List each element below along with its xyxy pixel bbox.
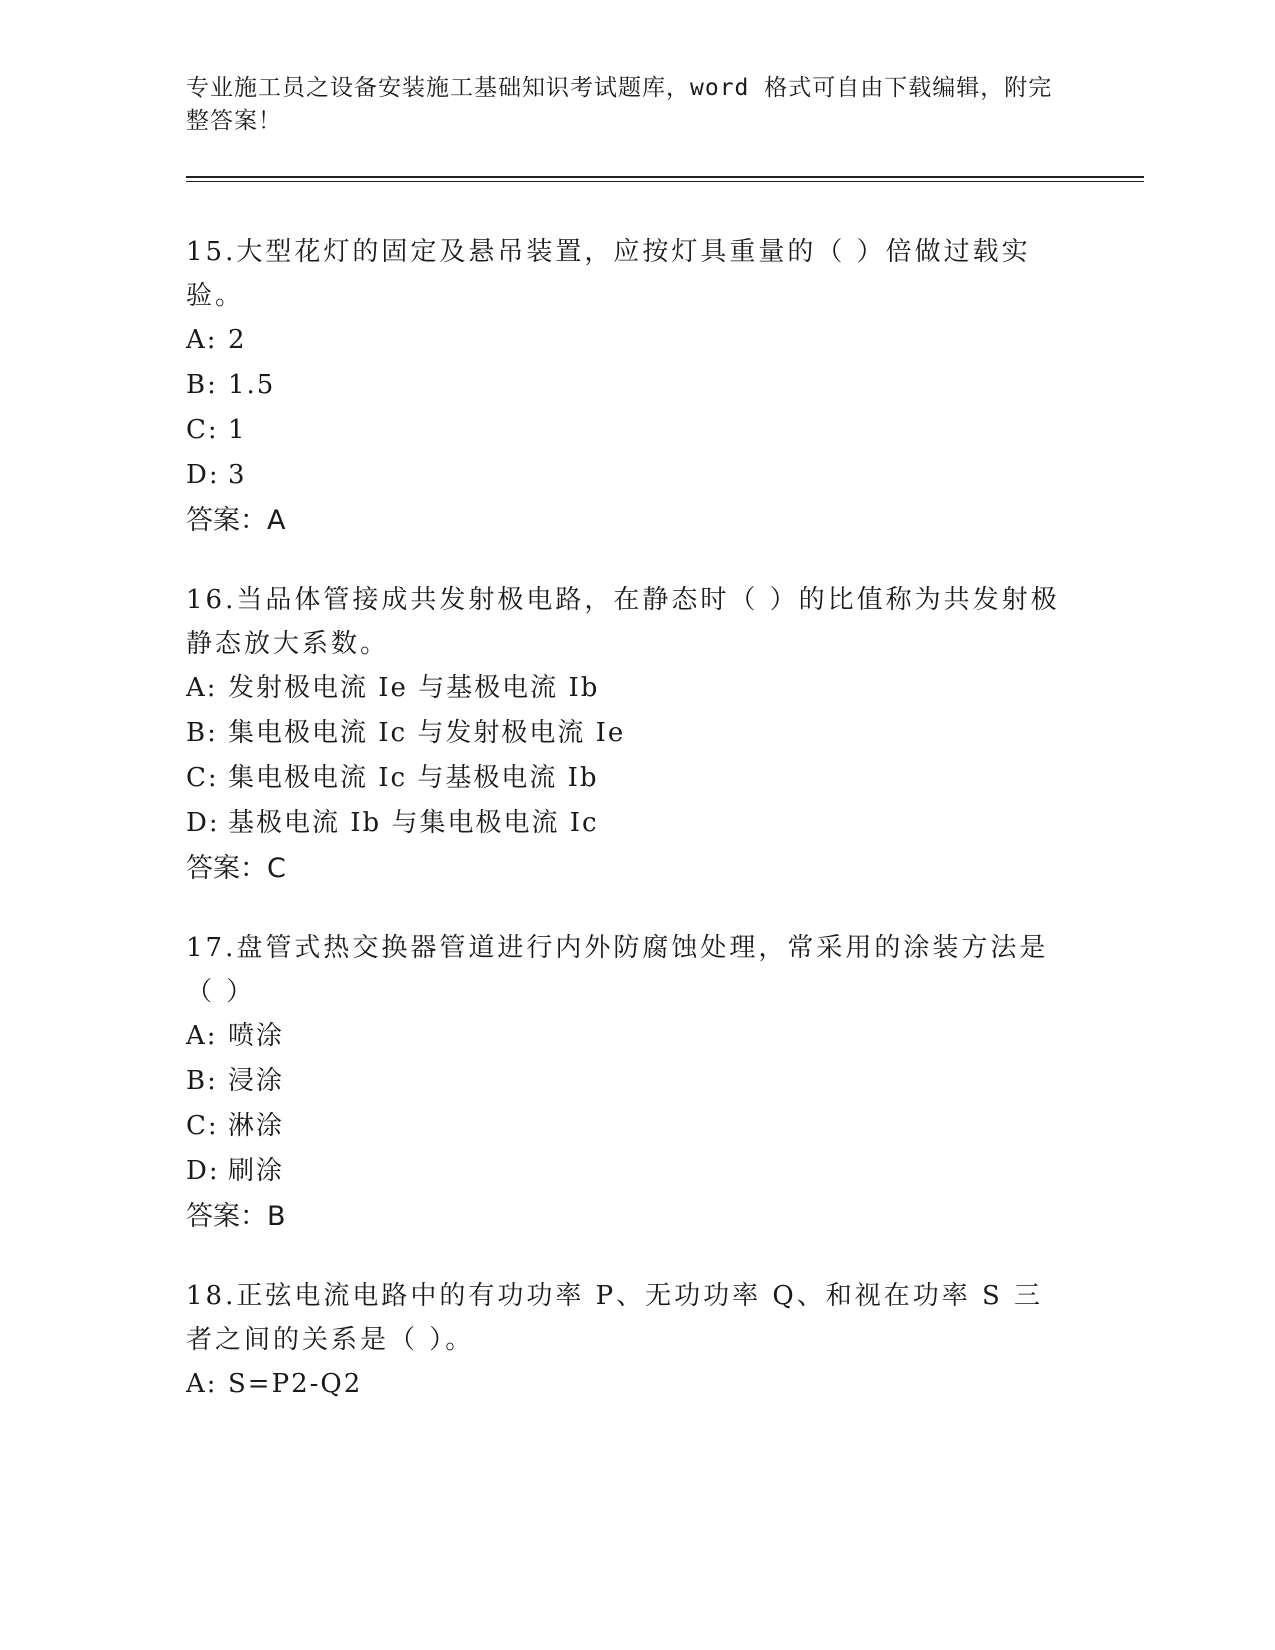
option-letter: A: — [186, 1021, 218, 1051]
option-text: 3 — [228, 460, 247, 490]
option-letter: D: — [186, 808, 220, 838]
question-stem: 15.大型花灯的固定及悬吊装置，应按灯具重量的（ ）倍做过载实验。 — [186, 237, 1031, 311]
question-stem: 16.当品体管接成共发射极电路，在静态时（ ）的比值称为共发射极静态放大系数。 — [186, 585, 1060, 659]
option-text: 集电极电流 Ic 与发射极电流 Ie — [228, 718, 626, 748]
option-text: 刷涂 — [228, 1156, 285, 1186]
option-b — [186, 363, 1066, 408]
option-letter: D: — [186, 1156, 220, 1186]
option-c — [186, 408, 1066, 453]
option-a — [186, 1014, 1066, 1059]
option-c — [186, 1104, 1066, 1149]
option-letter: A: — [186, 1369, 218, 1399]
option-letter: C: — [186, 763, 219, 793]
question-stem: 17.盘管式热交换器管道进行内外防腐蚀处理，常采用的涂装方法是（ ） — [186, 933, 1049, 1007]
document-header: 专业施工员之设备安装施工基础知识考试题库，word 格式可自由下载编辑，附完整答案！ — [186, 75, 1053, 134]
option-text: 1 — [228, 415, 247, 445]
header-rule-thin — [186, 181, 1144, 182]
option-text: S=P2-Q2 — [228, 1369, 363, 1399]
option-letter: A: — [186, 673, 218, 703]
option-text: 2 — [228, 325, 247, 355]
option-a — [186, 318, 1066, 363]
option-text: 淋涂 — [228, 1111, 285, 1141]
option-text: 集电极电流 Ic 与基极电流 Ib — [228, 763, 599, 793]
option-letter: C: — [186, 1111, 219, 1141]
question-17 — [186, 926, 1066, 1240]
question-stem: 18.正弦电流电路中的有功功率 P、无功功率 Q、和视在功率 S 三者之间的关系是（ ）。 — [186, 1281, 1044, 1355]
question-list — [186, 230, 1066, 1441]
option-text: 1.5 — [228, 370, 276, 400]
option-c — [186, 756, 1066, 801]
option-letter: B: — [186, 370, 218, 400]
option-letter: B: — [186, 1066, 218, 1096]
option-text: 喷涂 — [228, 1021, 285, 1051]
question-16 — [186, 578, 1066, 892]
option-b — [186, 711, 1066, 756]
option-b — [186, 1059, 1066, 1104]
option-letter: C: — [186, 415, 219, 445]
option-d — [186, 1149, 1066, 1194]
option-letter: D: — [186, 460, 220, 490]
option-letter: A: — [186, 325, 218, 355]
option-text: 发射极电流 Ie 与基极电流 Ib — [228, 673, 600, 703]
question-18 — [186, 1274, 1066, 1407]
answer-line: 答案：B — [186, 1201, 286, 1232]
answer-line: 答案：C — [186, 853, 286, 884]
option-a — [186, 666, 1066, 711]
question-15 — [186, 230, 1066, 544]
option-letter: B: — [186, 718, 218, 748]
option-text: 浸涂 — [228, 1066, 285, 1096]
option-d — [186, 801, 1066, 846]
answer-line: 答案：A — [186, 505, 286, 536]
header-rule-thick — [186, 176, 1144, 178]
option-a — [186, 1362, 1066, 1407]
option-d — [186, 453, 1066, 498]
option-text: 基极电流 Ib 与集电极电流 Ic — [228, 808, 599, 838]
